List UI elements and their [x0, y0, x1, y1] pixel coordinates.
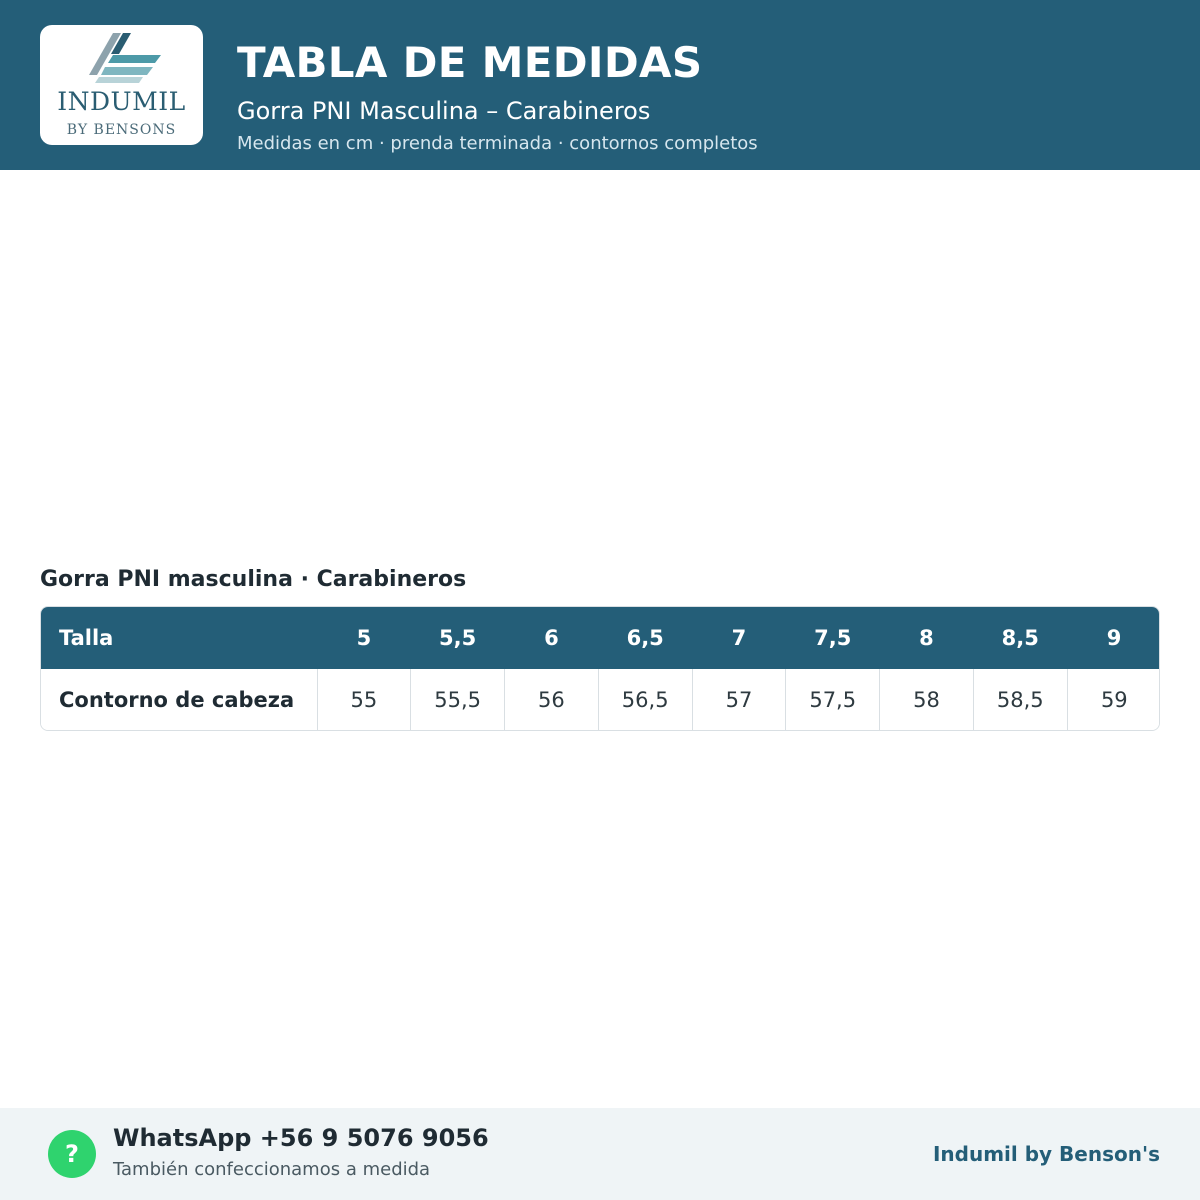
section-title: Gorra PNI masculina · Carabineros	[40, 567, 467, 592]
logo-mark-icon	[83, 33, 163, 85]
table-row	[41, 669, 1160, 731]
header-cell-size: 6,5	[626, 626, 664, 650]
table-cell-value: 57	[692, 669, 786, 731]
page-title: TABLA DE MEDIDAS	[237, 38, 703, 87]
size-table-grid	[41, 607, 1160, 731]
header-cell-size: 8	[919, 626, 934, 650]
page-subtitle: Gorra PNI Masculina – Carabineros	[237, 97, 651, 125]
header-cell-size: 8,5	[1001, 626, 1039, 650]
table-cell-value: 57,5	[786, 669, 880, 731]
header-cell-size: 6	[544, 626, 559, 650]
table-cell-value: 56,5	[598, 669, 692, 731]
header-cell-talla: Talla	[59, 626, 114, 650]
page-note: Medidas en cm · prenda terminada · contornos completos	[237, 133, 758, 154]
table-cell-value: 58	[880, 669, 974, 731]
footer-brand: Indumil by Benson's	[932, 1142, 1160, 1166]
table-cell-value: 58,5	[973, 669, 1067, 731]
brand-logo	[40, 25, 203, 145]
logo-subtitle: BY BENSONS	[66, 122, 177, 138]
table-cell-value: 59	[1067, 669, 1160, 731]
footer-note: También confeccionamos a medida	[113, 1159, 431, 1180]
header-cell-size: 5,5	[439, 626, 477, 650]
header-cell-size: 9	[1106, 626, 1122, 650]
table-header-row	[41, 607, 1160, 669]
whatsapp-icon[interactable]: ?	[48, 1130, 96, 1178]
table-cell-value: 55,5	[411, 669, 505, 731]
footer-bar	[0, 1108, 1200, 1200]
logo-name: INDUMIL	[57, 87, 186, 116]
whatsapp-contact[interactable]: WhatsApp +56 9 5076 9056	[113, 1124, 489, 1152]
row-label-contorno: Contorno de cabeza	[59, 688, 295, 712]
size-table	[40, 606, 1160, 731]
table-cell-value: 55	[317, 669, 411, 731]
header-banner	[0, 0, 1200, 170]
table-cell-value: 56	[505, 669, 599, 731]
header-cell-size: 7	[731, 626, 747, 650]
header-cell-size: 7,5	[814, 626, 852, 650]
header-cell-size: 5	[356, 626, 372, 650]
